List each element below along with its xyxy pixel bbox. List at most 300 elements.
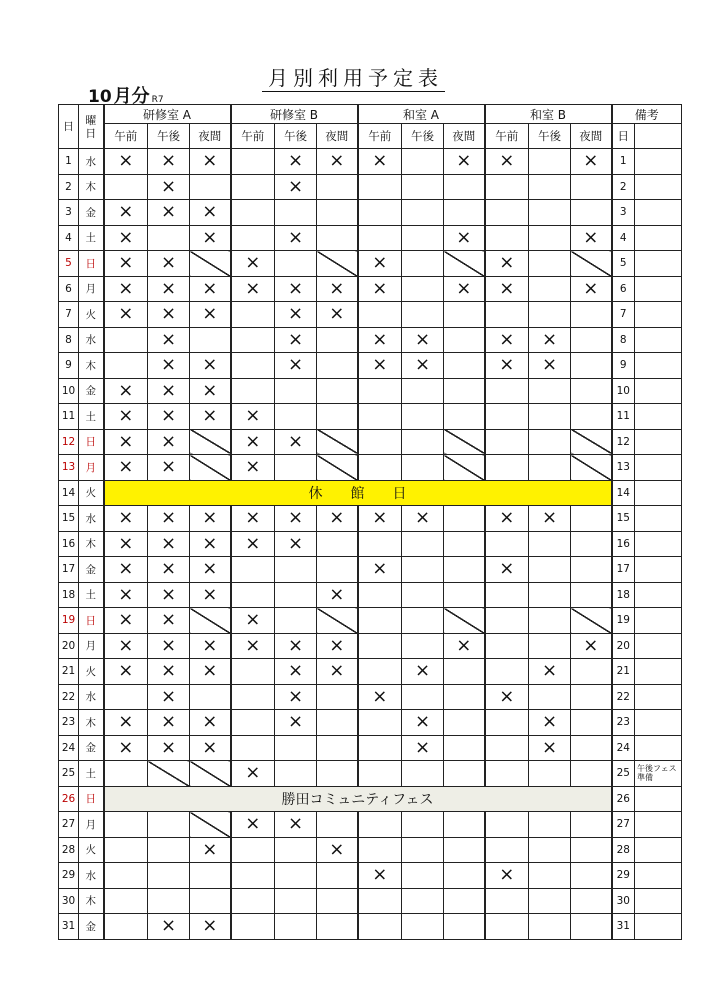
day-row: [59, 302, 682, 328]
empty-cell: [529, 429, 571, 455]
booked-cell: [231, 633, 275, 659]
unavailable-cell: [317, 251, 358, 277]
empty-cell: [529, 455, 571, 481]
notes-day: 24: [612, 735, 635, 761]
empty-cell: [485, 531, 529, 557]
empty-cell: [358, 608, 402, 634]
empty-cell: [485, 710, 529, 736]
booked-mark: ×: [541, 660, 558, 682]
empty-cell: [275, 378, 317, 404]
booked-mark: ×: [456, 634, 472, 656]
empty-cell: [231, 557, 275, 583]
notes-day: 17: [612, 557, 635, 583]
empty-cell: [231, 302, 275, 328]
empty-cell: [571, 200, 612, 226]
booked-mark: ×: [456, 226, 472, 248]
empty-cell: [231, 659, 275, 685]
booked-mark: ×: [118, 405, 134, 427]
empty-cell: [444, 302, 485, 328]
notes-day: 23: [612, 710, 635, 736]
empty-cell: [571, 353, 612, 379]
booked-mark: ×: [160, 456, 177, 478]
unavailable-cell: [190, 608, 231, 634]
notes-text: [635, 404, 682, 430]
weekday: 水: [79, 506, 104, 532]
booked-cell: [148, 506, 190, 532]
booked-cell: [148, 302, 190, 328]
booked-mark: ×: [202, 711, 218, 733]
empty-cell: [485, 608, 529, 634]
notes-day: 30: [612, 888, 635, 914]
empty-cell: [485, 174, 529, 200]
booked-mark: ×: [329, 634, 345, 656]
empty-cell: [317, 200, 358, 226]
empty-cell: [231, 582, 275, 608]
booked-mark: ×: [583, 150, 599, 172]
empty-cell: [317, 888, 358, 914]
empty-cell: [444, 582, 485, 608]
day-row: [59, 735, 682, 761]
booked-mark: ×: [118, 609, 134, 631]
empty-cell: [529, 761, 571, 787]
empty-cell: [571, 506, 612, 532]
empty-cell: [402, 863, 444, 889]
day-row: [59, 837, 682, 863]
empty-cell: [104, 327, 148, 353]
empty-cell: [317, 812, 358, 838]
booked-cell: [231, 812, 275, 838]
notes-day: 5: [612, 251, 635, 277]
empty-cell: [571, 710, 612, 736]
booked-mark: ×: [202, 532, 218, 554]
booked-cell: [358, 276, 402, 302]
booked-mark: ×: [160, 175, 177, 197]
booked-mark: ×: [160, 660, 177, 682]
notes-day: 2: [612, 174, 635, 200]
booked-cell: [275, 659, 317, 685]
booked-mark: ×: [456, 150, 472, 172]
slot-header: 夜間: [317, 124, 358, 149]
empty-cell: [317, 404, 358, 430]
slot-header: 夜間: [190, 124, 231, 149]
slot-header: 午前: [485, 124, 529, 149]
booked-cell: [190, 710, 231, 736]
booked-mark: ×: [414, 660, 431, 682]
booked-mark: ×: [372, 685, 388, 707]
empty-cell: [358, 378, 402, 404]
notes-day: 20: [612, 633, 635, 659]
weekday: 月: [79, 812, 104, 838]
empty-cell: [275, 837, 317, 863]
empty-cell: [402, 531, 444, 557]
booked-cell: [148, 710, 190, 736]
booked-mark: ×: [202, 838, 218, 860]
booked-cell: [358, 327, 402, 353]
notes-day: 19: [612, 608, 635, 634]
booked-mark: ×: [160, 532, 177, 554]
era-label: R7: [151, 95, 164, 105]
notes-text: [635, 684, 682, 710]
empty-cell: [358, 659, 402, 685]
booked-mark: ×: [372, 328, 388, 350]
booked-mark: ×: [160, 252, 177, 274]
booked-cell: [317, 633, 358, 659]
booked-mark: ×: [329, 150, 345, 172]
booked-cell: [317, 302, 358, 328]
empty-cell: [485, 735, 529, 761]
booked-mark: ×: [202, 303, 218, 325]
booked-cell: [529, 353, 571, 379]
booked-cell: [571, 633, 612, 659]
day-row: [59, 888, 682, 914]
empty-cell: [317, 863, 358, 889]
booked-cell: [104, 455, 148, 481]
booked-mark: ×: [118, 303, 134, 325]
booked-cell: [190, 837, 231, 863]
booked-mark: ×: [160, 634, 177, 656]
notes-text: [635, 531, 682, 557]
empty-cell: [571, 327, 612, 353]
booked-mark: ×: [202, 507, 218, 529]
booked-mark: ×: [287, 354, 304, 376]
booked-cell: [231, 251, 275, 277]
booked-cell: [275, 327, 317, 353]
empty-cell: [317, 684, 358, 710]
booked-mark: ×: [118, 660, 134, 682]
day-row: [59, 659, 682, 685]
booked-cell: [402, 353, 444, 379]
day-row: [59, 429, 682, 455]
weekday: 月: [79, 455, 104, 481]
empty-cell: [358, 404, 402, 430]
notes-text: [635, 506, 682, 532]
booked-mark: ×: [118, 277, 134, 299]
booked-cell: [358, 684, 402, 710]
unavailable-cell: [317, 455, 358, 481]
booked-cell: [104, 710, 148, 736]
weekday: 月: [79, 633, 104, 659]
empty-cell: [402, 684, 444, 710]
empty-cell: [190, 174, 231, 200]
empty-cell: [231, 914, 275, 940]
empty-cell: [402, 582, 444, 608]
empty-cell: [317, 378, 358, 404]
empty-cell: [317, 761, 358, 787]
booked-mark: ×: [583, 226, 599, 248]
notes-day: 6: [612, 276, 635, 302]
booked-cell: [104, 429, 148, 455]
booked-cell: [275, 302, 317, 328]
unavailable-cell: [444, 608, 485, 634]
weekday: 日: [79, 608, 104, 634]
empty-cell: [358, 633, 402, 659]
empty-cell: [485, 404, 529, 430]
booked-cell: [444, 633, 485, 659]
day-row: [59, 531, 682, 557]
empty-cell: [190, 684, 231, 710]
day-number: 19: [59, 608, 79, 634]
booked-cell: [148, 149, 190, 175]
empty-cell: [358, 888, 402, 914]
booked-mark: ×: [118, 736, 134, 758]
empty-cell: [402, 761, 444, 787]
empty-cell: [571, 174, 612, 200]
booked-cell: [275, 225, 317, 251]
slot-header: 午後: [529, 124, 571, 149]
notes-day: 1: [612, 149, 635, 175]
weekday: 火: [79, 659, 104, 685]
day-row: [59, 761, 682, 787]
booked-cell: [275, 633, 317, 659]
booked-mark: ×: [414, 711, 431, 733]
booked-cell: [317, 276, 358, 302]
empty-cell: [317, 735, 358, 761]
empty-cell: [529, 225, 571, 251]
weekday: 木: [79, 353, 104, 379]
empty-cell: [485, 200, 529, 226]
day-row: [59, 327, 682, 353]
booked-cell: [231, 608, 275, 634]
booked-cell: [190, 200, 231, 226]
booked-mark: ×: [160, 379, 177, 401]
day-number: 31: [59, 914, 79, 940]
empty-cell: [190, 327, 231, 353]
empty-cell: [275, 455, 317, 481]
booked-mark: ×: [287, 634, 304, 656]
day-number: 22: [59, 684, 79, 710]
empty-cell: [571, 557, 612, 583]
header-row-slots: [59, 124, 682, 149]
day-number: 27: [59, 812, 79, 838]
booked-cell: [444, 276, 485, 302]
empty-cell: [571, 302, 612, 328]
day-number: 25: [59, 761, 79, 787]
booked-mark: ×: [202, 226, 218, 248]
notes-day: 18: [612, 582, 635, 608]
empty-cell: [571, 888, 612, 914]
booked-mark: ×: [118, 201, 134, 223]
empty-cell: [402, 557, 444, 583]
booked-mark: ×: [287, 660, 304, 682]
empty-cell: [444, 863, 485, 889]
booked-mark: ×: [583, 634, 599, 656]
notes-text: [635, 378, 682, 404]
empty-cell: [317, 353, 358, 379]
booked-mark: ×: [245, 532, 261, 554]
booked-cell: [485, 506, 529, 532]
empty-cell: [402, 225, 444, 251]
empty-cell: [275, 863, 317, 889]
empty-cell: [444, 327, 485, 353]
empty-cell: [148, 888, 190, 914]
day-row: [59, 225, 682, 251]
weekday: 木: [79, 710, 104, 736]
booked-cell: [317, 506, 358, 532]
booked-mark: ×: [287, 507, 304, 529]
empty-cell: [358, 914, 402, 940]
empty-cell: [104, 863, 148, 889]
booked-cell: [275, 684, 317, 710]
day-number: 30: [59, 888, 79, 914]
notes-day: 21: [612, 659, 635, 685]
weekday: 金: [79, 735, 104, 761]
unavailable-cell: [444, 455, 485, 481]
booked-cell: [402, 327, 444, 353]
day-row: [59, 684, 682, 710]
booked-cell: [358, 863, 402, 889]
booked-mark: ×: [287, 532, 304, 554]
empty-cell: [444, 174, 485, 200]
empty-cell: [485, 455, 529, 481]
weekday: 日: [79, 429, 104, 455]
slot-header: 午前: [104, 124, 148, 149]
booked-mark: ×: [329, 838, 345, 860]
booked-cell: [104, 378, 148, 404]
booked-cell: [148, 200, 190, 226]
day-row: [59, 506, 682, 532]
empty-cell: [444, 506, 485, 532]
unavailable-cell: [317, 608, 358, 634]
booked-cell: [148, 327, 190, 353]
empty-cell: [402, 174, 444, 200]
booked-mark: ×: [202, 201, 218, 223]
notes-text: [635, 225, 682, 251]
empty-cell: [402, 404, 444, 430]
booked-cell: [104, 633, 148, 659]
booked-mark: ×: [160, 303, 177, 325]
notes-day: 29: [612, 863, 635, 889]
empty-cell: [571, 582, 612, 608]
booked-mark: ×: [287, 303, 304, 325]
booked-cell: [104, 582, 148, 608]
booked-mark: ×: [202, 634, 218, 656]
day-number: 28: [59, 837, 79, 863]
notes-text: [635, 174, 682, 200]
notes-day: 31: [612, 914, 635, 940]
day-number: 2: [59, 174, 79, 200]
notes-day: 16: [612, 531, 635, 557]
empty-cell: [190, 888, 231, 914]
booked-cell: [148, 735, 190, 761]
booked-mark: ×: [118, 711, 134, 733]
empty-cell: [485, 633, 529, 659]
booked-mark: ×: [245, 277, 261, 299]
booked-cell: [231, 761, 275, 787]
empty-cell: [402, 608, 444, 634]
booked-cell: [231, 404, 275, 430]
booked-cell: [317, 659, 358, 685]
booked-cell: [444, 225, 485, 251]
booked-cell: [485, 327, 529, 353]
booked-mark: ×: [414, 328, 431, 350]
booked-mark: ×: [118, 558, 134, 580]
booked-mark: ×: [287, 711, 304, 733]
notes-text: [635, 863, 682, 889]
empty-cell: [231, 327, 275, 353]
booked-mark: ×: [118, 507, 134, 529]
booked-cell: [148, 659, 190, 685]
booked-cell: [402, 659, 444, 685]
booked-mark: ×: [160, 915, 177, 937]
booked-cell: [358, 506, 402, 532]
notes-text: [635, 888, 682, 914]
empty-cell: [402, 149, 444, 175]
day-row: [59, 200, 682, 226]
empty-cell: [444, 914, 485, 940]
booked-mark: ×: [287, 430, 304, 452]
day-number: 10: [59, 378, 79, 404]
booked-mark: ×: [499, 507, 515, 529]
booked-cell: [104, 225, 148, 251]
empty-cell: [402, 837, 444, 863]
day-row: [59, 149, 682, 175]
booked-cell: [148, 582, 190, 608]
day-number: 3: [59, 200, 79, 226]
booked-cell: [571, 225, 612, 251]
empty-cell: [529, 149, 571, 175]
booked-cell: [190, 302, 231, 328]
booked-cell: [571, 149, 612, 175]
booked-cell: [485, 353, 529, 379]
booked-mark: ×: [372, 150, 388, 172]
empty-cell: [485, 378, 529, 404]
booked-cell: [104, 608, 148, 634]
day-number: 23: [59, 710, 79, 736]
booked-mark: ×: [245, 430, 261, 452]
booked-cell: [529, 710, 571, 736]
header-weekday: 曜 日: [79, 105, 104, 149]
booked-mark: ×: [245, 456, 261, 478]
empty-cell: [402, 633, 444, 659]
empty-cell: [529, 557, 571, 583]
booked-mark: ×: [118, 634, 134, 656]
booked-cell: [485, 557, 529, 583]
day-row: [59, 863, 682, 889]
booked-mark: ×: [245, 507, 261, 529]
booked-cell: [190, 225, 231, 251]
booked-mark: ×: [287, 813, 304, 835]
booked-mark: ×: [287, 226, 304, 248]
notes-day: 28: [612, 837, 635, 863]
booked-mark: ×: [160, 150, 177, 172]
empty-cell: [275, 888, 317, 914]
empty-cell: [571, 404, 612, 430]
empty-cell: [275, 404, 317, 430]
notes-day: 10: [612, 378, 635, 404]
empty-cell: [571, 863, 612, 889]
empty-cell: [231, 378, 275, 404]
day-number: 9: [59, 353, 79, 379]
empty-cell: [275, 557, 317, 583]
empty-cell: [104, 812, 148, 838]
notes-day: 4: [612, 225, 635, 251]
empty-cell: [317, 557, 358, 583]
booked-mark: ×: [329, 583, 345, 605]
booked-cell: [275, 149, 317, 175]
closure-banner: 休 館 日: [104, 480, 612, 506]
empty-cell: [317, 174, 358, 200]
empty-cell: [317, 327, 358, 353]
empty-cell: [402, 888, 444, 914]
empty-cell: [275, 914, 317, 940]
header-notes: 備考: [612, 105, 682, 124]
notes-text: [635, 633, 682, 659]
day-number: 11: [59, 404, 79, 430]
booked-cell: [275, 531, 317, 557]
unavailable-cell: [190, 455, 231, 481]
booked-cell: [148, 914, 190, 940]
day-number: 4: [59, 225, 79, 251]
